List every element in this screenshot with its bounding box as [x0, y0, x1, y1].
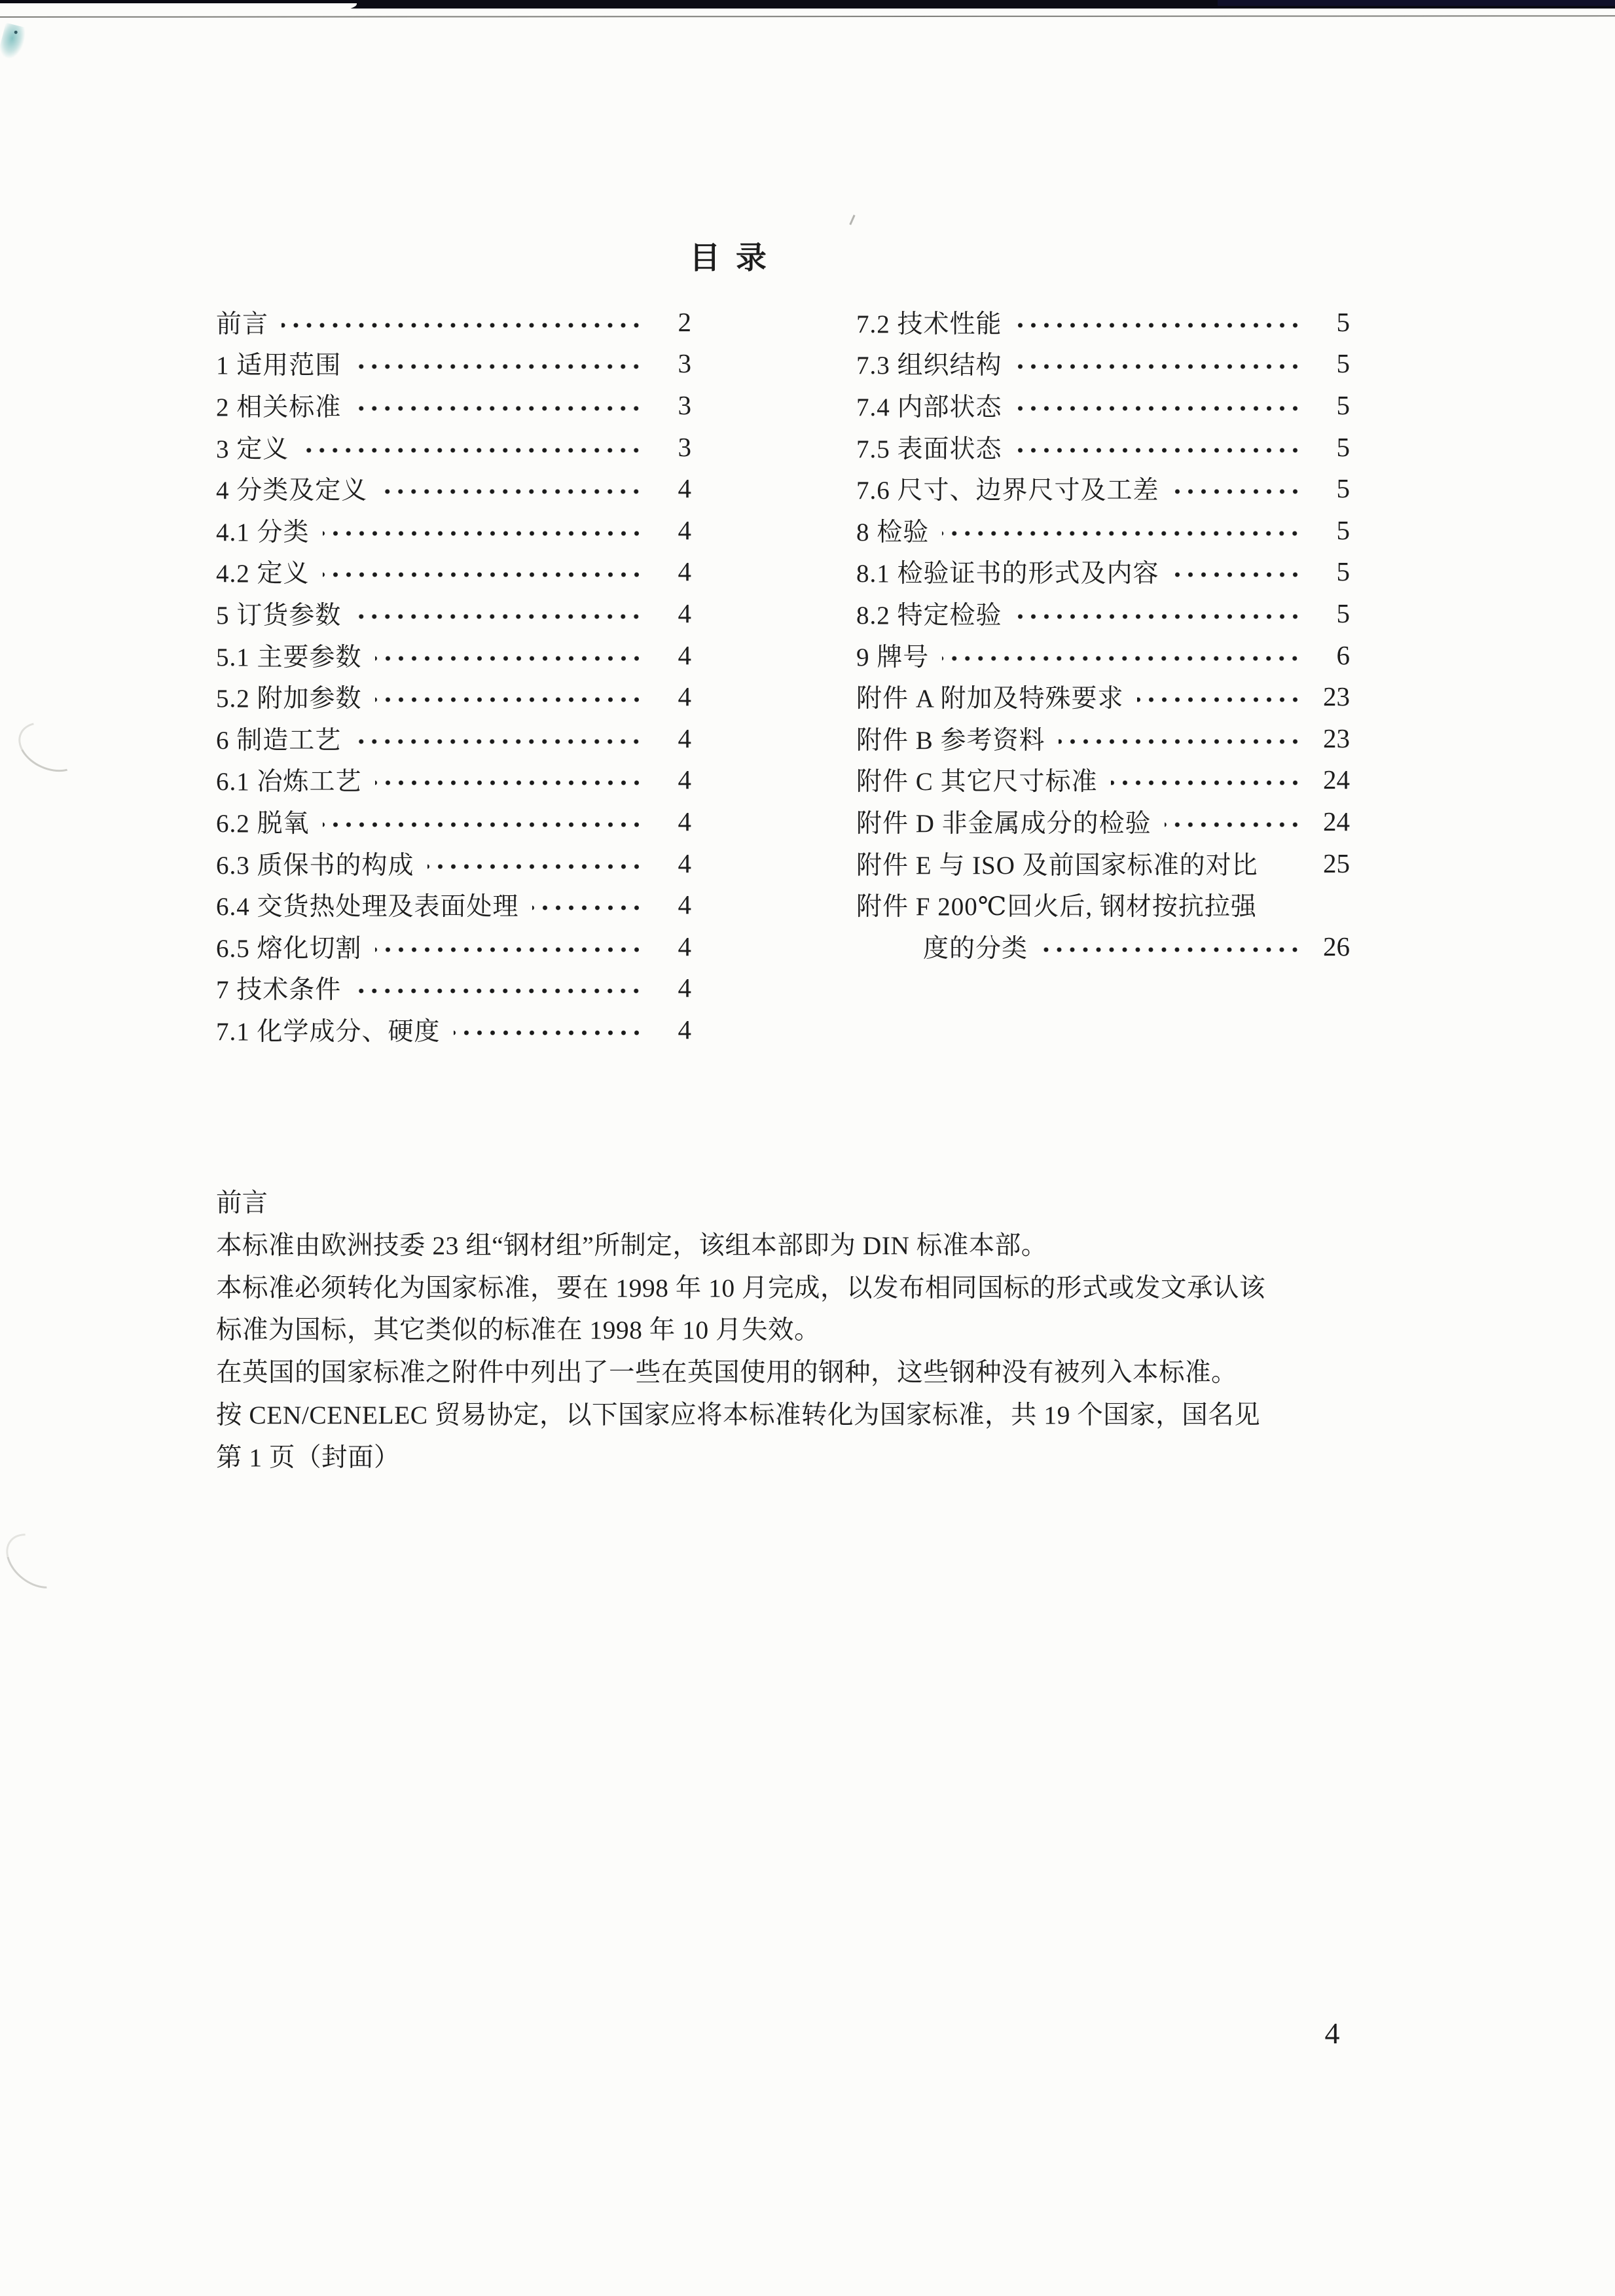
toc-dot-leader — [1015, 321, 1301, 330]
toc-dot-leader — [1111, 778, 1301, 787]
toc-entry — [856, 551, 1350, 593]
toc-entry — [856, 675, 1350, 717]
stray-mark-artifact — [849, 215, 861, 228]
toc-entry-label: 7.5 表面状态 — [856, 435, 1002, 463]
toc-entry — [216, 759, 691, 801]
toc-entry-label: 附件 E 与 ISO 及前国家标准的对比 — [856, 851, 1258, 880]
toc-dot-leader — [1015, 404, 1301, 413]
foreword-line: 第 1 页（封面） — [216, 1443, 400, 1472]
toc-entry-label: 度的分类 — [923, 934, 1028, 963]
toc-page-number: 26 — [1323, 931, 1350, 961]
toc-page-number: 5 — [1336, 514, 1350, 545]
toc-dot-leader — [323, 820, 643, 829]
toc-dot-leader — [1015, 612, 1301, 621]
toc-dot-leader — [1172, 570, 1301, 579]
toc-page-number: 4 — [678, 889, 691, 920]
toc-entry-label: 7.2 技术性能 — [856, 310, 1002, 338]
foreword-line: 标准为国标，其它类似的标准在 1998 年 10 月失效。 — [216, 1316, 820, 1345]
toc-page-number: 24 — [1323, 764, 1350, 795]
toc-left-column — [216, 301, 691, 1050]
toc-entry-label: 6.1 冶炼工艺 — [216, 768, 362, 797]
toc-dot-leader — [942, 529, 1301, 538]
toc-entry — [856, 592, 1350, 634]
toc-dot-leader — [1015, 362, 1301, 371]
toc-page-number: 5 — [1336, 389, 1350, 420]
toc-dot-leader — [354, 986, 643, 996]
toc-dot-leader — [1172, 487, 1301, 496]
toc-entry — [216, 551, 691, 593]
toc-page-number: 4 — [678, 1014, 691, 1045]
toc-entry — [856, 343, 1350, 385]
toc-entry-label: 3 定义 — [216, 435, 289, 463]
toc-entry — [856, 842, 1350, 884]
toc-dot-leader — [1059, 737, 1301, 746]
toc-entry-label: 6.3 质保书的构成 — [216, 851, 414, 880]
foreword-line: 本标准必须转化为国家标准，要在 1998 年 10 月完成，以发布相同国标的形式或发文承认该 — [216, 1273, 1265, 1302]
toc-entry-label: 6.5 熔化切割 — [216, 934, 362, 963]
foreword-line: 本标准由欧洲技委 23 组“钢材组”所制定，该组本部即为 DIN 标准本部。 — [216, 1230, 1047, 1260]
toc-page-number: 24 — [1323, 806, 1350, 836]
toc-entry-label: 2 相关标准 — [216, 393, 342, 422]
toc-entry — [856, 301, 1350, 343]
toc-entry — [216, 842, 691, 884]
toc-dot-leader — [1041, 945, 1301, 954]
toc-page-number: 4 — [678, 723, 691, 753]
toc-dot-leader — [323, 529, 643, 538]
toc-entry-label: 7 技术条件 — [216, 976, 342, 1005]
toc-entry — [216, 884, 691, 925]
toc-entry-label: 7.4 内部状态 — [856, 393, 1002, 422]
toc-page-number: 4 — [678, 764, 691, 795]
toc-dot-leader — [354, 612, 643, 621]
page-title: 目 录 — [689, 242, 771, 276]
toc-entry-label: 8 检验 — [856, 518, 930, 547]
toc-entry — [216, 592, 691, 634]
toc-entry-label: 5.2 附加参数 — [216, 685, 362, 713]
toc-entry-label: 7.3 组织结构 — [856, 351, 1002, 380]
toc-page-number: 5 — [1336, 473, 1350, 504]
toc-page-number: 5 — [1336, 598, 1350, 628]
toc-page-number: 4 — [678, 514, 691, 545]
toc-entry — [856, 884, 1350, 925]
toc-page-number: 4 — [678, 598, 691, 628]
toc-dot-leader — [354, 362, 643, 371]
toc-page-number: 23 — [1323, 723, 1350, 753]
toc-entry — [216, 301, 691, 343]
toc-right-column — [856, 301, 1350, 967]
scan-edge-line — [0, 15, 1615, 18]
toc-page-number: 4 — [678, 473, 691, 504]
toc-dot-leader — [375, 778, 643, 787]
toc-page-number: 4 — [678, 681, 691, 712]
toc-page-number: 5 — [1336, 348, 1350, 379]
toc-entry — [216, 1009, 691, 1050]
toc-dot-leader — [375, 695, 643, 704]
toc-dot-leader — [281, 321, 643, 330]
toc-entry — [216, 967, 691, 1009]
toc-entry — [856, 717, 1350, 759]
toc-entry — [856, 634, 1350, 676]
toc-entry-label: 8.1 检验证书的形式及内容 — [856, 560, 1159, 588]
toc-entry-label: 9 牌号 — [856, 643, 930, 672]
toc-entry-label: 1 适用范围 — [216, 351, 342, 380]
foreword-section — [216, 1182, 1394, 1479]
toc-entry — [216, 467, 691, 509]
toc-page-number: 4 — [678, 639, 691, 670]
toc-entry-label: 前言 — [216, 310, 269, 338]
toc-dot-leader — [302, 446, 643, 455]
toc-dot-leader — [354, 737, 643, 746]
toc-entry — [216, 343, 691, 385]
toc-entry — [856, 384, 1350, 426]
toc-entry — [216, 717, 691, 759]
toc-page-number: 4 — [678, 806, 691, 836]
toc-entry — [856, 759, 1350, 801]
toc-dot-leader — [427, 862, 643, 871]
toc-page-number: 25 — [1323, 848, 1350, 878]
toc-page-number: 23 — [1323, 681, 1350, 712]
toc-page-number: 5 — [1336, 431, 1350, 462]
toc-entry-label: 4.2 定义 — [216, 560, 310, 588]
toc-page-number: 3 — [678, 348, 691, 379]
foreword-heading: 前言 — [216, 1189, 268, 1217]
toc-dot-leader — [323, 570, 643, 579]
toc-dot-leader — [1165, 820, 1301, 829]
toc-entry-label: 附件 B 参考资料 — [856, 726, 1045, 755]
toc-page-number: 3 — [678, 389, 691, 420]
toc-dot-leader — [375, 654, 643, 663]
toc-entry — [216, 800, 691, 842]
toc-entry-label: 6.2 脱氧 — [216, 809, 310, 838]
toc-entry-label: 附件 F 200℃回火后, 钢材按抗拉强 — [856, 893, 1257, 922]
toc-entry-label: 7.1 化学成分、硬度 — [216, 1017, 441, 1046]
toc-page-number: 6 — [1336, 639, 1350, 670]
toc-dot-leader — [380, 487, 643, 496]
toc-page-number: 4 — [678, 556, 691, 587]
toc-dot-leader — [354, 404, 643, 413]
toc-entry — [216, 675, 691, 717]
toc-dot-leader — [375, 945, 643, 954]
toc-page-number: 4 — [678, 848, 691, 878]
toc-entry-label: 4.1 分类 — [216, 518, 310, 547]
toc-page-number: 5 — [1336, 306, 1350, 337]
scan-edge-artifact — [1218, 0, 1615, 6]
toc-entry — [856, 509, 1350, 551]
toc-entry-label: 4 分类及定义 — [216, 476, 368, 505]
toc-entry — [216, 634, 691, 676]
toc-entry-label: 6 制造工艺 — [216, 726, 342, 755]
foreword-paragraphs — [216, 1225, 1394, 1479]
toc-entry-label: 6.4 交货热处理及表面处理 — [216, 893, 519, 922]
toc-dot-leader — [1015, 446, 1301, 455]
toc-entry-label: 8.2 特定检验 — [856, 601, 1002, 630]
punch-hole-artifact — [0, 1522, 77, 1600]
page-number: 4 — [1324, 2017, 1340, 2050]
toc-entry — [856, 925, 1350, 967]
toc-dot-leader — [1137, 695, 1301, 704]
toc-entry — [856, 426, 1350, 468]
toc-entry — [856, 467, 1350, 509]
ink-speck-artifact — [0, 23, 27, 62]
toc-page-number: 4 — [678, 931, 691, 961]
toc-dot-leader — [942, 654, 1301, 663]
toc-entry-label: 5.1 主要参数 — [216, 643, 362, 672]
toc-entry-label: 附件 A 附加及特殊要求 — [856, 685, 1124, 713]
toc-entry-label: 附件 D 非金属成分的检验 — [856, 809, 1152, 838]
toc-entry — [856, 800, 1350, 842]
toc-entry — [216, 509, 691, 551]
toc-page-number: 3 — [678, 431, 691, 462]
toc-entry — [216, 384, 691, 426]
toc-entry-label: 7.6 尺寸、边界尺寸及工差 — [856, 476, 1159, 505]
toc-entry-label: 5 订货参数 — [216, 601, 342, 630]
toc-entry — [216, 426, 691, 468]
toc-entry-label: 附件 C 其它尺寸标准 — [856, 768, 1098, 797]
toc-page-number: 4 — [678, 973, 691, 1003]
toc-entry — [216, 925, 691, 967]
foreword-line: 在英国的国家标准之附件中列出了一些在英国使用的钢种，这些钢种没有被列入本标准。 — [216, 1358, 1237, 1388]
toc-dot-leader — [532, 903, 643, 912]
toc-page-number: 2 — [678, 306, 691, 337]
foreword-line: 按 CEN/CENELEC 贸易协定，以下国家应将本标准转化为国家标准，共 19 个国家，国名见 — [216, 1400, 1261, 1429]
toc-dot-leader — [454, 1028, 643, 1037]
punch-hole-artifact — [10, 712, 90, 781]
toc-page-number: 5 — [1336, 556, 1350, 587]
